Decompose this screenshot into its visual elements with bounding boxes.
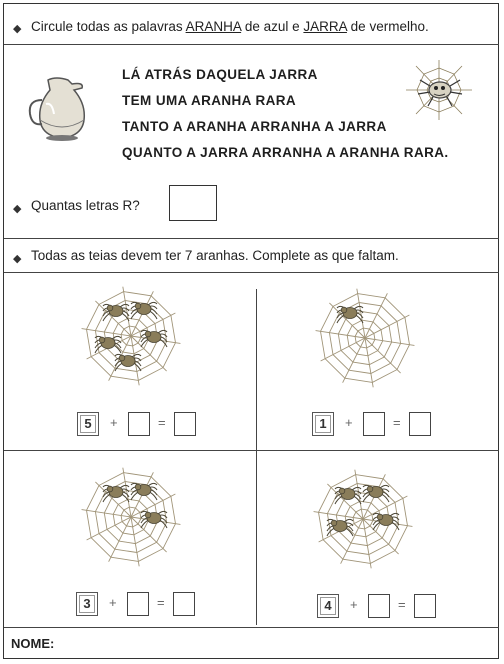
- answer-box-missing[interactable]: [128, 412, 150, 436]
- grid-divider-horizontal: [4, 450, 499, 451]
- divider: [4, 238, 499, 239]
- web-panel-4: [258, 452, 499, 626]
- divider: [4, 627, 499, 628]
- name-field[interactable]: [68, 631, 494, 655]
- spider-web-icon: [406, 60, 472, 120]
- plus-sign: +: [350, 597, 358, 612]
- bullet-icon: ◆: [13, 253, 22, 265]
- equals-sign: =: [158, 415, 166, 430]
- instruction-circle-words: Circule todas as palavras ARANHA de azul e JARRA de vermelho.: [31, 19, 429, 34]
- answer-box-missing[interactable]: [363, 412, 385, 436]
- question-count-r: Quantas letras R?: [31, 198, 140, 213]
- answer-box-missing[interactable]: [368, 594, 390, 618]
- spider-web-icon: [310, 283, 420, 393]
- plus-sign: +: [345, 415, 353, 430]
- equation-2: [312, 412, 442, 438]
- spider-icon: [141, 330, 167, 347]
- divider: [4, 44, 499, 45]
- bullet-icon: ◆: [13, 203, 22, 215]
- plus-sign: +: [110, 415, 118, 430]
- answer-box-total[interactable]: [174, 412, 196, 436]
- spider-web-icon: [76, 281, 186, 391]
- instruction-complete-webs: Todas as teias devem ter 7 aranhas. Complete as que faltam.: [31, 248, 399, 263]
- given-count: 1: [312, 412, 334, 436]
- bullet-icon: ◆: [13, 23, 22, 35]
- answer-box-total[interactable]: [173, 592, 195, 616]
- answer-box-total[interactable]: [409, 412, 431, 436]
- equals-sign: =: [398, 597, 406, 612]
- poem-line-1: LÁ ATRÁS DAQUELA JARRA: [122, 67, 318, 82]
- jug-icon: [26, 74, 94, 144]
- plus-sign: +: [109, 595, 117, 610]
- answer-box-total[interactable]: [414, 594, 436, 618]
- equation-1: [77, 412, 207, 438]
- poem-line-2: TEM UMA ARANHA RARA: [122, 93, 297, 108]
- answer-box-missing[interactable]: [127, 592, 149, 616]
- word-aranha: ARANHA: [185, 19, 242, 34]
- web-panel-1: [4, 273, 256, 450]
- equation-4: [317, 594, 447, 620]
- given-count: 5: [77, 412, 99, 436]
- spider-icon: [373, 513, 399, 530]
- equation-3: [76, 592, 206, 618]
- spider-icon: [141, 511, 167, 528]
- given-count: 3: [76, 592, 98, 616]
- spider-web-icon: [308, 464, 418, 574]
- poem-line-3: TANTO A ARANHA ARRANHA A JARRA: [122, 119, 387, 134]
- equals-sign: =: [393, 415, 401, 430]
- word-jarra: JARRA: [303, 19, 347, 34]
- poem-line-4: QUANTO A JARRA ARRANHA A ARANHA RARA.: [122, 145, 449, 160]
- equals-sign: =: [157, 595, 165, 610]
- name-label: NOME:: [11, 636, 55, 651]
- given-count: 4: [317, 594, 339, 618]
- web-panel-3: [4, 452, 256, 626]
- web-panel-2: [258, 273, 499, 450]
- answer-box-count-r[interactable]: [169, 185, 217, 221]
- spider-web-icon: [76, 462, 186, 572]
- grid-divider-vertical: [256, 289, 257, 625]
